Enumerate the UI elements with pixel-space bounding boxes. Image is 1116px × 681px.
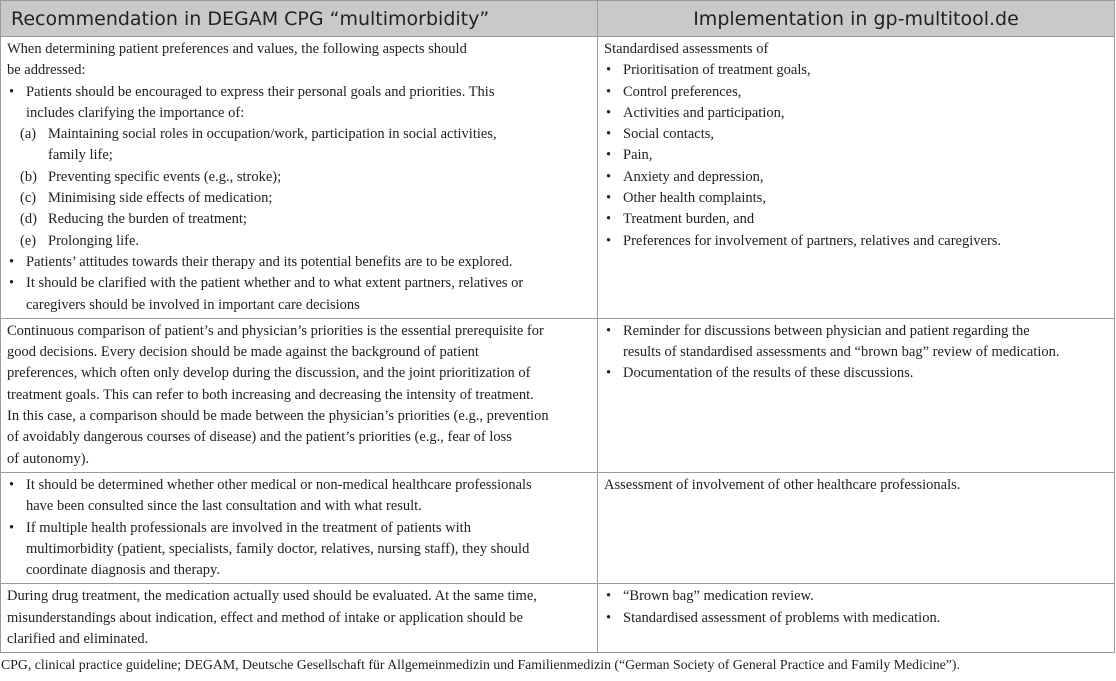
sub-item	[7, 167, 591, 188]
list-item	[604, 363, 1108, 384]
header-row	[1, 1, 1115, 37]
list-item	[7, 252, 591, 273]
list-text: • It should be clarified with the patient whether and to what extent partners, relatives or	[26, 275, 524, 292]
recommendation-cell	[1, 318, 598, 472]
list-item: • Prioritisation of treatment goals,	[604, 60, 1108, 81]
recommendation-cell	[1, 584, 598, 653]
list-item: • “Brown bag” medication review.	[604, 586, 1108, 607]
sub-item-text: Minimising side effects of medication;	[48, 190, 273, 207]
table-row	[1, 472, 1115, 583]
list-text: • Patients’ attitudes towards their therapy and its potential benefits are to be explored.	[26, 253, 513, 270]
recommendation-cell	[1, 472, 598, 583]
list-text: results of standardised assessments and “brown bag” review of medication.	[623, 344, 1060, 361]
list-item: • Anxiety and depression,	[604, 167, 1108, 188]
list-text: • Documentation of the results of these discussions.	[623, 365, 914, 382]
header-recommendation: Recommendation in DEGAM CPG “multimorbidity”	[1, 1, 598, 37]
sub-item-text: family life;	[48, 147, 113, 164]
cell-text: Assessment of involvement of other healthcare professionals.	[604, 476, 961, 493]
cell-text: Standardised assessments of	[604, 41, 769, 57]
cell-text: misunderstandings about indication, effect and method of intake or application should be	[7, 609, 523, 626]
list-item	[7, 518, 591, 582]
cell-text: In this case, a comparison should be made between the physician’s priorities (e.g., prevention	[7, 408, 549, 425]
table-row	[1, 318, 1115, 472]
cell-text: good decisions. Every decision should be made against the background of patient	[7, 344, 479, 361]
list-item	[7, 475, 591, 518]
list-text: coordinate diagnosis and therapy.	[26, 562, 220, 579]
cell-text: of avoidably dangerous courses of disease) and the patient’s priorities (e.g., fear of loss	[7, 429, 512, 446]
list-text: • Reminder for discussions between physician and patient regarding the	[623, 322, 1030, 339]
table-footnote: CPG, clinical practice guideline; DEGAM, Deutsche Gesellschaft für Allgemeinmedizin und Familienmedizin (“German Society of General Practice and Family Medicine”).	[1, 657, 960, 672]
list-item	[7, 82, 591, 125]
list-text: multimorbidity (patient, specialists, family doctor, relatives, nursing staff), they should	[26, 540, 530, 557]
list-text: • Patients should be encouraged to express their personal goals and priorities. This	[26, 83, 495, 100]
header-implementation: Implementation in gp-multitool.de	[598, 1, 1115, 37]
sub-item-label: (d)	[20, 211, 37, 228]
cell-text: be addressed:	[7, 62, 86, 79]
sub-item-label: (a)	[20, 126, 37, 143]
cell-text: When determining patient preferences and values, the following aspects should	[7, 41, 467, 57]
implementation-cell	[598, 472, 1115, 583]
list-item: • Other health complaints,	[604, 188, 1108, 209]
sub-item-text: Reducing the burden of treatment;	[48, 211, 247, 228]
cell-text: clarified and eliminated.	[7, 631, 149, 648]
sub-item-label: (b)	[20, 168, 37, 185]
list-item	[604, 321, 1108, 364]
table-row	[1, 37, 1115, 319]
list-item: • Control preferences,	[604, 82, 1108, 103]
list-item: • Activities and participation,	[604, 103, 1108, 124]
cell-text: preferences, which often only develop during the discussion, and the joint prioritization of	[7, 365, 531, 382]
recommendation-cell	[1, 37, 598, 319]
list-item	[7, 273, 591, 316]
sub-item-text: Preventing specific events (e.g., stroke);	[48, 168, 282, 185]
implementation-cell	[598, 37, 1115, 319]
sub-item-text: Maintaining social roles in occupation/work, participation in social activities,	[48, 126, 497, 143]
list-text: • If multiple health professionals are involved in the treatment of patients with	[26, 519, 471, 536]
sub-item-text: Prolonging life.	[48, 232, 140, 249]
sub-item	[7, 124, 591, 167]
implementation-cell	[598, 318, 1115, 472]
sub-item	[7, 231, 591, 252]
list-item: • Social contacts,	[604, 124, 1108, 145]
cell-text: During drug treatment, the medication actually used should be evaluated. At the same time,	[7, 588, 537, 605]
sub-item	[7, 209, 591, 230]
list-item: • Pain,	[604, 145, 1108, 166]
list-text: have been consulted since the last consultation and with what result.	[26, 498, 422, 515]
list-text: • It should be determined whether other medical or non-medical healthcare professionals	[26, 476, 532, 493]
cell-text: of autonomy).	[7, 450, 90, 467]
sub-item	[7, 188, 591, 209]
cell-text: Continuous comparison of patient’s and physician’s priorities is the essential prerequisite for	[7, 322, 544, 339]
implementation-cell	[598, 584, 1115, 653]
list-text: caregivers should be involved in important care decisions	[26, 296, 360, 313]
sub-item-label: (e)	[20, 232, 37, 249]
list-item: • Treatment burden, and	[604, 209, 1108, 230]
table-row	[1, 584, 1115, 653]
cell-text: treatment goals. This can refer to both increasing and decreasing the intensity of treatment.	[7, 386, 534, 403]
sub-item-label: (c)	[20, 190, 37, 207]
list-text: includes clarifying the importance of:	[26, 104, 245, 121]
list-item: • Standardised assessment of problems with medication.	[604, 608, 1108, 629]
list-item: • Preferences for involvement of partners, relatives and caregivers.	[604, 231, 1108, 252]
